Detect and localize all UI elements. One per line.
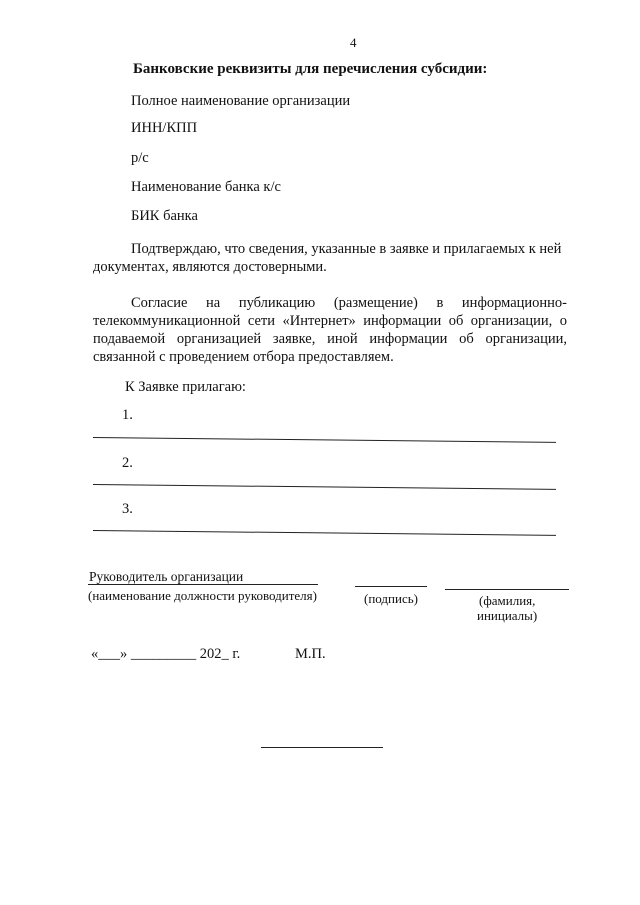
consent-line-1: Согласие на публикацию (размещение) в информационно- [131, 295, 567, 311]
attachment-line-2 [93, 484, 556, 490]
name-line [445, 589, 569, 590]
signer-position-line [88, 584, 318, 585]
page-number: 4 [350, 35, 357, 50]
attachment-line-1 [93, 437, 556, 443]
attachment-item-1: 1. [122, 407, 133, 423]
field-org-name: Полное наименование организации [131, 93, 351, 109]
field-bik: БИК банка [131, 208, 198, 224]
stamp-place: М.П. [295, 646, 326, 662]
signer-position-caption: (наименование должности руководителя) [88, 588, 317, 603]
signature-caption: (подпись) [364, 591, 418, 606]
consent-line-4: связанной с проведением отбора предоставляем. [93, 349, 394, 365]
date-field: «___» _________ 202_ г. [91, 646, 241, 662]
consent-line-3: подаваемой организацией заявке, иной информации об организации, [93, 331, 567, 347]
signature-line [355, 586, 427, 587]
section-heading: Банковские реквизиты для перечисления субсидии: [133, 61, 488, 77]
field-inn-kpp: ИНН/КПП [131, 120, 198, 136]
signer-position: Руководитель организации [89, 569, 244, 584]
name-caption-line-1: (фамилия, [479, 593, 536, 608]
attachment-item-2: 2. [122, 455, 133, 471]
confirm-line-1: Подтверждаю, что сведения, указанные в заявке и прилагаемых к ней [131, 241, 562, 257]
attachment-item-3: 3. [122, 501, 133, 517]
attachment-line-3 [93, 530, 556, 536]
confirm-line-2: документах, являются достоверными. [93, 259, 327, 275]
field-bank-name: Наименование банка к/с [131, 179, 281, 195]
closing-line [261, 747, 383, 748]
name-caption-line-2: инициалы) [477, 608, 538, 623]
field-account: р/с [131, 150, 149, 166]
consent-line-2: телекоммуникационной сети «Интернет» информации об организации, о [93, 313, 567, 329]
attachments-intro: К Заявке прилагаю: [125, 379, 246, 395]
